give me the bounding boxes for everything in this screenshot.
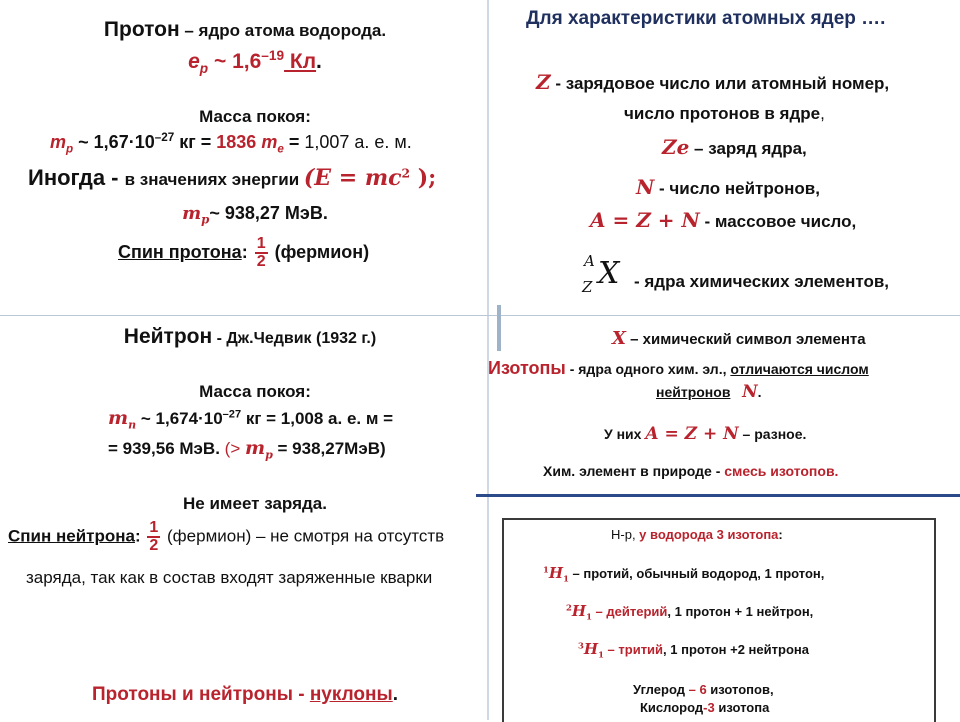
z-definition-line2: число протонов в ядре,: [624, 104, 825, 123]
mass-number-definition: A = Z + N - массовое число,: [590, 208, 857, 232]
proton-title: Протон: [103, 18, 180, 41]
horizontal-divider-right: [476, 494, 960, 497]
isotopes-mass-number: У них A = Z + N – разное.: [604, 424, 807, 444]
proton-spin: Спин протона: $\frac{1}{2}$ (фермион): [118, 235, 370, 270]
ze-definition: Ze – заряд ядра,: [662, 135, 807, 159]
neutron-spin-label: Спин нейтрона: [8, 526, 135, 546]
isotopes-term: Изотопы: [488, 358, 566, 378]
neutron-mass-energy: = 939,56 МэВ. (> $m_p = 938,27МэВ$): [108, 437, 386, 462]
x-definition: X – химический символ элемента: [612, 328, 866, 349]
e-mc2-formula: (E = mc: [303, 165, 402, 191]
box-title: Н-р, у водорода 3 изотопа:: [611, 527, 783, 542]
isotopes-definition: Изотопы - ядра одного хим. эл., отличаются числом: [488, 358, 869, 378]
charge-symbol: e: [188, 50, 200, 73]
proton-title-line: [0, 18, 490, 42]
neutron-mass-label: Масса покоя:: [199, 382, 311, 401]
proton-mass-value: $m_p$ ~ $1,67\cdot 10^{-27}$ кг = 1836 $m_e = 1,007$ а. е. м.: [50, 131, 412, 156]
nuclide-notation: A Z X: [582, 252, 620, 296]
neutron-title-line: Нейтрон - Дж.Чедвик (1932 г.): [123, 325, 377, 348]
nucleons-line: Протоны и нейтроны - нуклоны.: [92, 684, 399, 705]
oxygen-line: Кислород-3 изотопа: [640, 700, 770, 715]
tritium-line: $^3H_1$ – тритий, 1 протон +2 нейтрона: [578, 640, 809, 660]
carbon-line: Углерод – 6 изотопов,: [633, 682, 774, 697]
neutron-spin-line2: заряда, так как в состав входят заряженные кварки: [26, 568, 433, 587]
proton-title-rest: – ядро атома водорода.: [179, 21, 387, 40]
horizontal-divider-top: [0, 315, 960, 316]
natural-element: Хим. элемент в природе - смесь изотопов.: [543, 463, 839, 479]
proton-energy-value: $m_p\sim$ 938,27 МэВ.: [182, 203, 328, 227]
neutron-title: Нейтрон: [123, 325, 213, 348]
proton-mass-label: Масса покоя:: [199, 107, 311, 126]
neutron-spin: Спин нейтрона: $\frac{1}{2}$ (фермион) – не смотря на отсутств: [8, 519, 445, 554]
protium-line: $^1H_1$ – протий, обычный водород, 1 протон,: [543, 564, 825, 584]
n-definition: N - число нейтронов,: [636, 175, 820, 199]
isotopes-definition-line2: нейтронов N.: [656, 382, 762, 402]
deuterium-line: $^2H_1$ – дейтерий, 1 протон + 1 нейтрон,: [566, 602, 814, 622]
neutron-mass-value: $m_n$ ~ $1,674\cdot 10^{-27}$ кг = 1,008 а. е. м =: [108, 407, 394, 432]
one-half-fraction: $\frac{1}{2}$: [256, 235, 266, 270]
proton-energy-formula: Иногда - в значениях энергии ($E = mc^2$ );: [28, 165, 437, 191]
nuclide-text: - ядра химических элементов,: [634, 272, 890, 291]
neutron-no-charge: Не имеет заряда.: [183, 494, 327, 513]
proton-spin-label: Спин протона: [118, 241, 242, 262]
nuclei-title: Для характеристики атомных ядер ….: [526, 8, 886, 29]
nuclide-x-symbol: X: [598, 256, 620, 291]
one-half-fraction: $\frac{1}{2}$: [149, 519, 159, 554]
nucleons-term: нуклоны: [309, 684, 393, 705]
proton-charge: $e_p$ ~ $1,6^{-19}$ Кл.: [188, 48, 322, 77]
z-definition: Z - зарядовое число или атомный номер,: [536, 70, 890, 94]
